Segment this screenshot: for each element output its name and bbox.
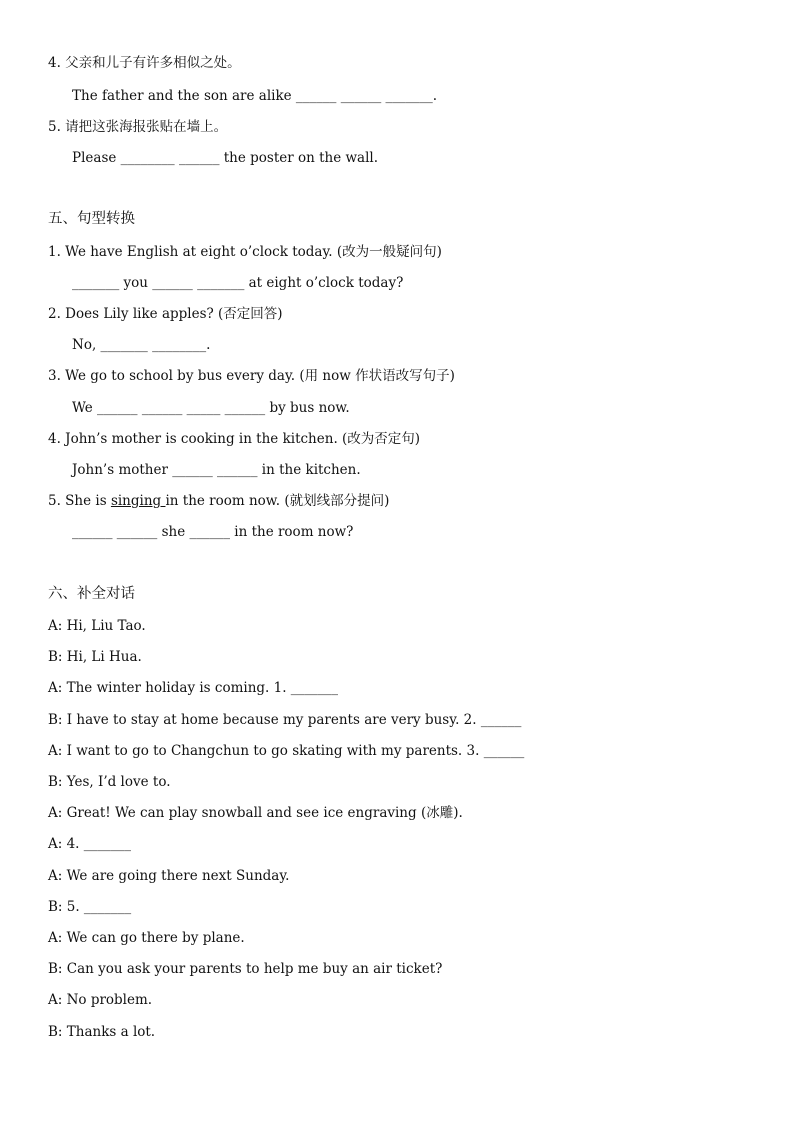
- section5-item5-answer: ______ ______ she ______ in the room now?: [72, 524, 354, 540]
- dialogue-line-4: B: I have to stay at home because my parents are very busy. 2. ______: [48, 712, 522, 728]
- dialogue-line-1: A: Hi, Liu Tao.: [48, 618, 146, 634]
- dialogue-line-8: A: 4. _______: [48, 836, 132, 852]
- section5-item4-prompt: 4. John’s mother is cooking in the kitchen. (改为否定句): [48, 431, 421, 447]
- section5-item2-answer: No, _______ ________.: [72, 337, 211, 353]
- dialogue-line-13: A: No problem.: [48, 992, 153, 1008]
- section5-item1-prompt: 1. We have English at eight o’clock today. (改为一般疑问句): [48, 244, 442, 260]
- translation-q5-prompt: 5. 请把这张海报张贴在墙上。: [48, 119, 228, 135]
- section5-item5-prompt-after: in the room now. (就划线部分提问): [165, 493, 390, 509]
- translation-q4-prompt: 4. 父亲和儿子有许多相似之处。: [48, 55, 241, 71]
- dialogue-line-11: A: We can go there by plane.: [48, 930, 245, 946]
- section6-title: 六、补全对话: [48, 586, 135, 602]
- dialogue-line-7: A: Great! We can play snowball and see ice engraving (冰雕).: [48, 805, 463, 821]
- dialogue-line-2: B: Hi, Li Hua.: [48, 649, 142, 665]
- dialogue-line-9: A: We are going there next Sunday.: [48, 868, 290, 884]
- translation-q5-answer: Please ________ ______ the poster on the wall.: [72, 150, 379, 166]
- section5-item2-prompt: 2. Does Lily like apples? (否定回答): [48, 306, 283, 322]
- section5-item1-answer: _______ you ______ _______ at eight o’clock today?: [72, 275, 404, 291]
- section5-item3-answer: We ______ ______ _____ ______ by bus now.: [72, 400, 350, 416]
- dialogue-line-10: B: 5. _______: [48, 899, 132, 915]
- dialogue-line-14: B: Thanks a lot.: [48, 1024, 156, 1040]
- dialogue-line-6: B: Yes, I’d love to.: [48, 774, 171, 790]
- section5-item5-prompt: [48, 492, 389, 510]
- dialogue-line-5: A: I want to go to Changchun to go skating with my parents. 3. ______: [48, 743, 525, 759]
- section5-item5-prompt-before: 5. She is: [48, 493, 111, 509]
- section5-item4-answer: John’s mother ______ ______ in the kitchen.: [72, 462, 361, 478]
- dialogue-line-12: B: Can you ask your parents to help me buy an air ticket?: [48, 961, 443, 977]
- section5-item3-prompt: 3. We go to school by bus every day. (用 now 作状语改写句子): [48, 368, 455, 384]
- dialogue-line-3: A: The winter holiday is coming. 1. _______: [48, 680, 339, 696]
- translation-q4-answer: The father and the son are alike ______ ______ _______.: [72, 88, 438, 104]
- section5-title: 五、句型转换: [48, 211, 135, 227]
- section5-item5-underlined-word: singing: [110, 493, 166, 509]
